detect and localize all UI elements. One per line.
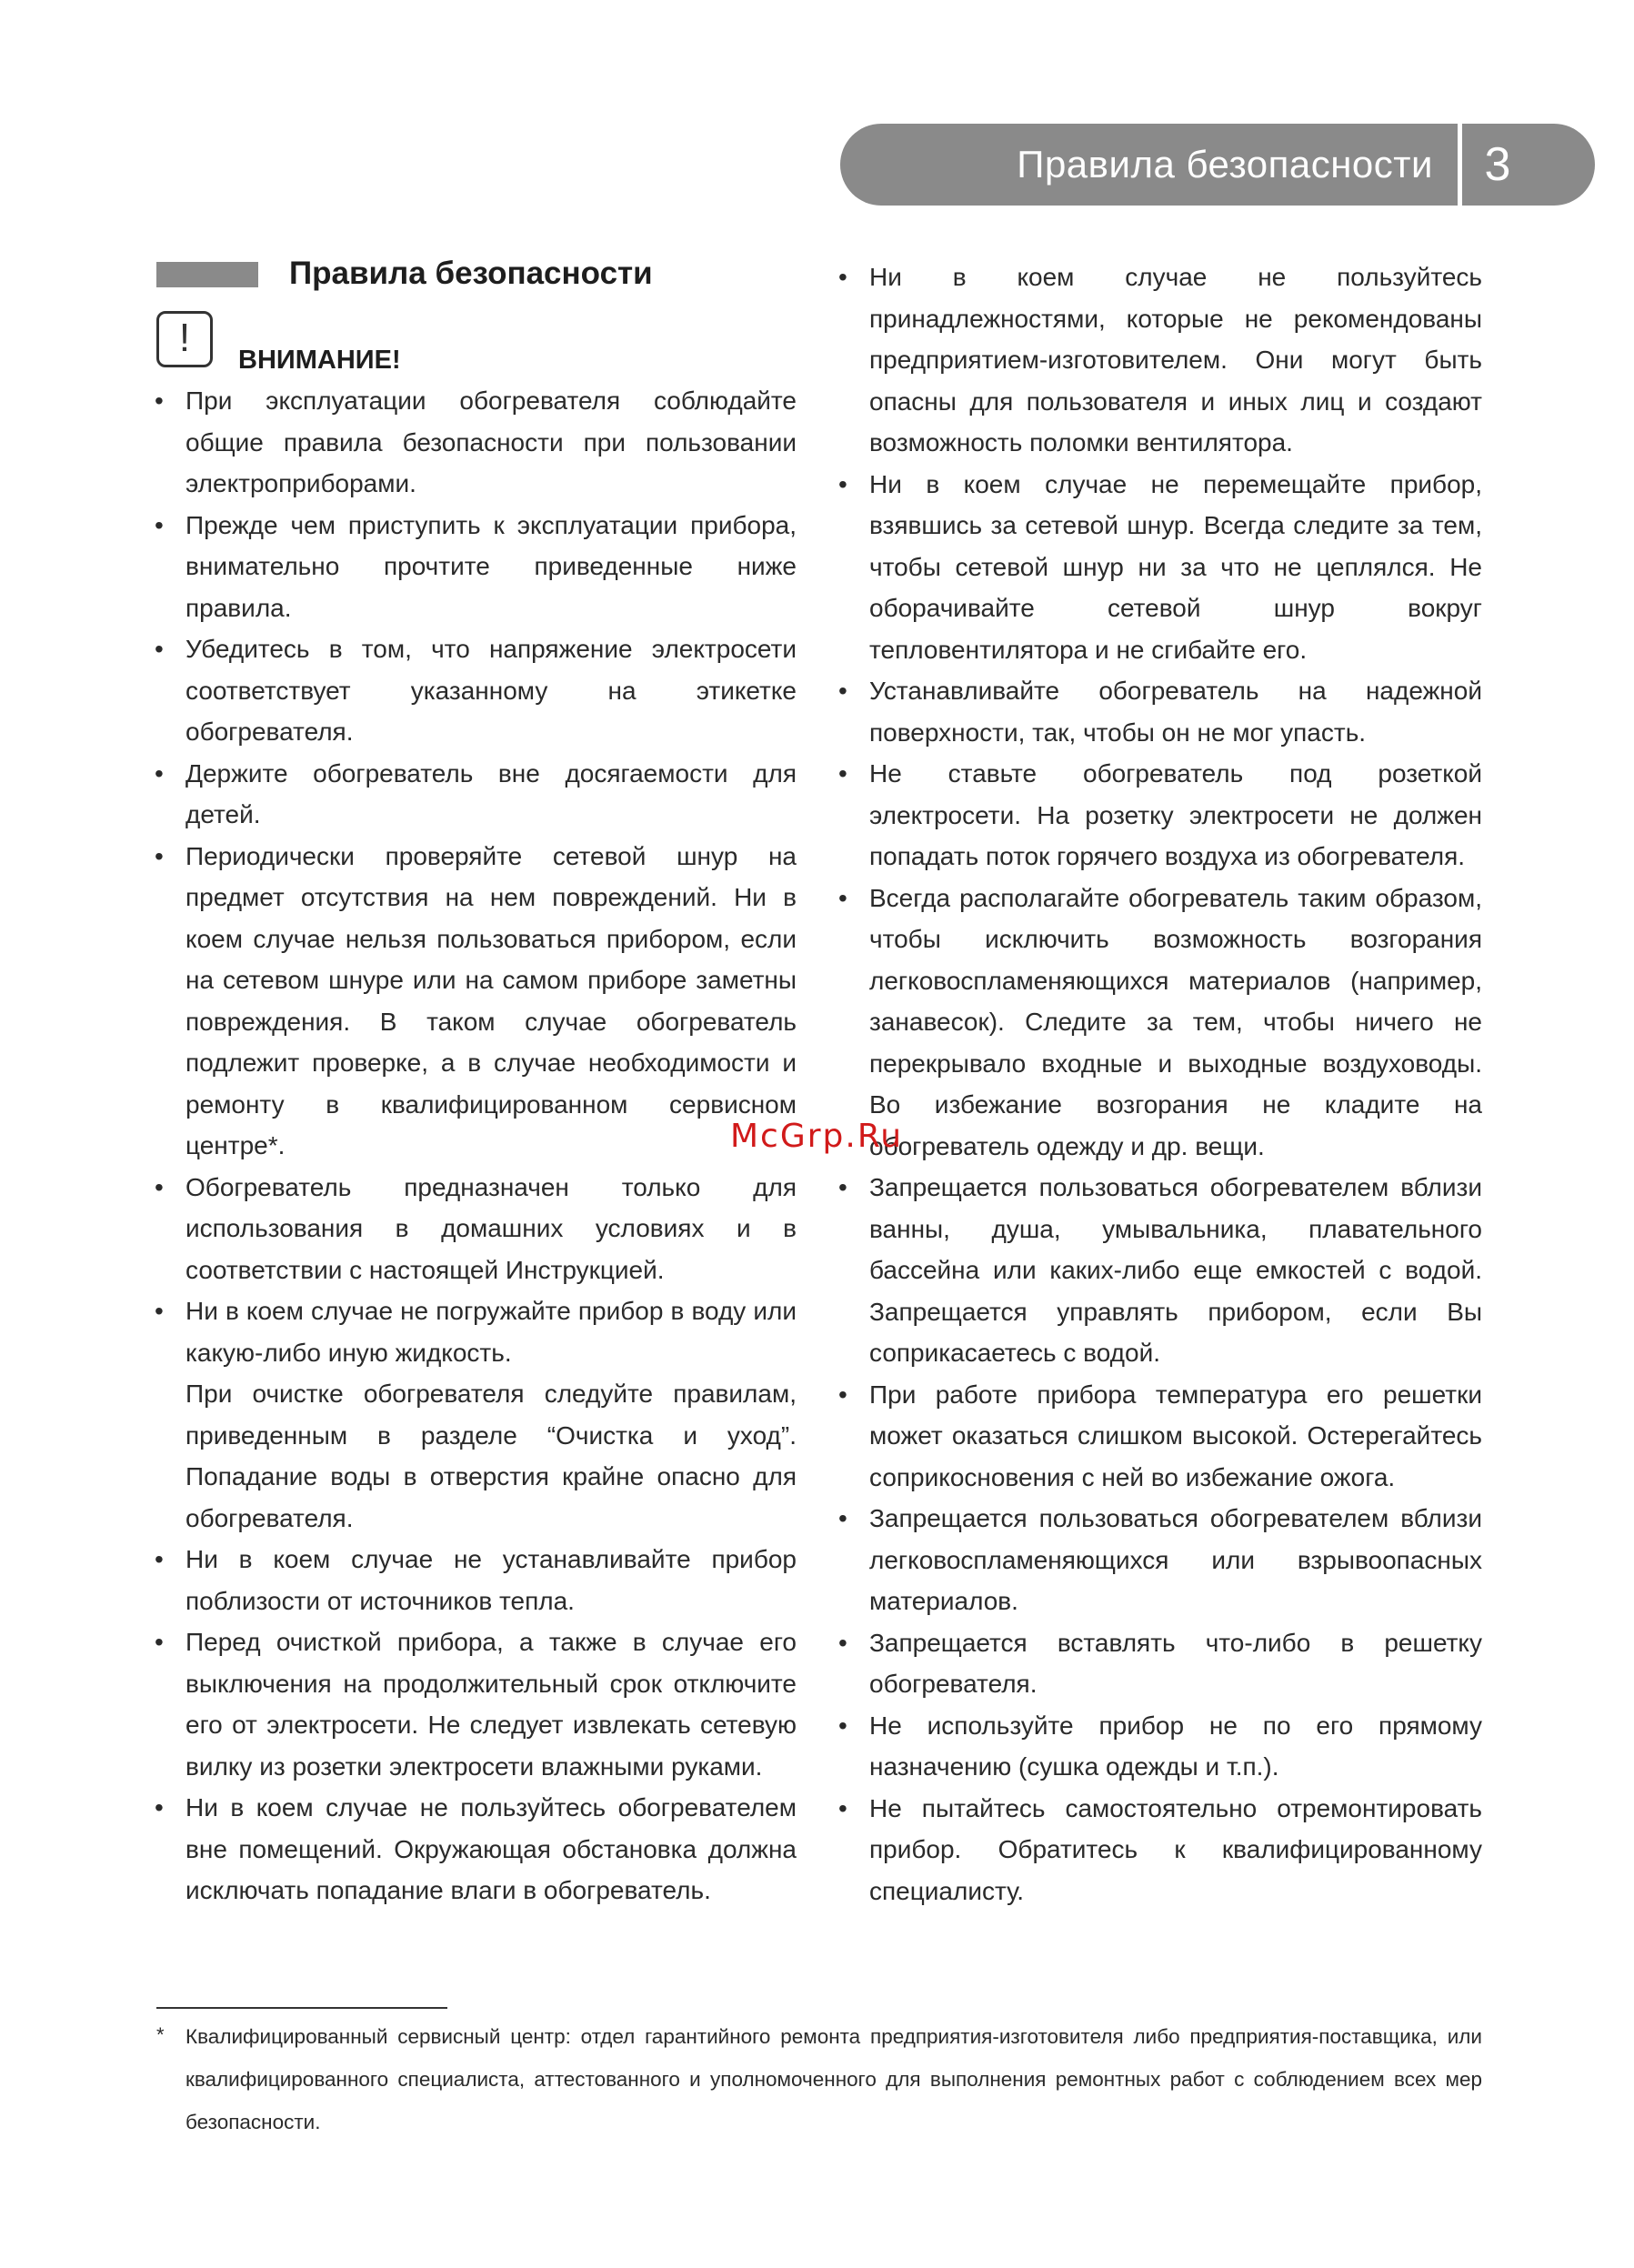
list-item-text: Перед очисткой прибора, а также в случае его выключения на продолжительный срок отключите его от электросети. Не следует извлекать сетевую вилку из розетки электросети влажными руками.	[185, 1628, 797, 1781]
list-item	[151, 1290, 797, 1539]
bullet-icon: •	[838, 1628, 847, 1657]
bullet-icon: •	[838, 1711, 847, 1740]
footnote-rule	[156, 2007, 447, 2009]
footnote-marker: *	[156, 2023, 165, 2046]
list-item	[151, 628, 797, 753]
header-title: Правила безопасности	[1017, 143, 1433, 186]
list-item	[835, 256, 1482, 464]
list-item-text: Всегда располагайте обогреватель таким образом, чтобы исключить возможность возгорания легковоспламеняющихся материалов (например, занавесок). Следите за тем, чтобы ничего не перекрывало входные и выходные воздуховоды. Во избежание возгорания не кладите на обогреватель одежду и др. вещи.	[869, 883, 1482, 1160]
list-item-text: Не ставьте обогреватель под розеткой электросети. На розетку электросети не должен попадать поток горячего воздуха из обогревателя.	[869, 759, 1482, 870]
bullet-icon: •	[155, 758, 164, 788]
list-item-text: Не пытайтесь самостоятельно отремонтировать прибор. Обратитесь к квалифицированному специалисту.	[869, 1793, 1482, 1905]
list-item	[835, 464, 1482, 671]
bullet-icon: •	[155, 1793, 164, 1821]
list-item-text: При работе прибора температура его решетки может оказаться слишком высокой. Остерегайтесь соприкосновения с ней во избежание ожога.	[869, 1380, 1482, 1491]
list-item	[151, 505, 797, 629]
list-item	[151, 380, 797, 505]
list-item-text: Ни в коем случае не пользуйтесь обогревателем вне помещений. Окружающая обстановка должна исключать попадание влаги в обогреватель.	[185, 1793, 797, 1904]
warning-icon: !	[156, 311, 213, 367]
list-item	[835, 1167, 1482, 1374]
bullet-icon: •	[838, 469, 847, 498]
list-item-text: Не используйте прибор не по его прямому назначению (сушка одежды и т.п.).	[869, 1711, 1482, 1781]
bullet-icon: •	[155, 386, 164, 415]
bullet-icon: •	[838, 759, 847, 788]
list-item	[835, 878, 1482, 1168]
list-item	[835, 670, 1482, 753]
list-item-text: Ни в коем случае не пользуйтесь принадлежностями, которые не рекомендованы предприятием-изготовителем. Они могут быть опасны для пользователя и иных лиц и создают возможность поломки вентилятора.	[869, 263, 1482, 457]
list-item	[835, 1788, 1482, 1912]
watermark-text: McGrp.Ru	[730, 1118, 904, 1155]
list-item	[835, 753, 1482, 878]
bullet-icon: •	[155, 1172, 164, 1201]
list-item-text: Ни в коем случае не погружайте прибор в воду или какую-либо иную жидкость.	[185, 1297, 797, 1367]
section-title: Правила безопасности	[289, 256, 653, 291]
list-item	[151, 1787, 797, 1912]
bullet-icon: •	[838, 1793, 847, 1822]
header-divider	[1458, 124, 1462, 206]
left-column	[151, 380, 797, 1912]
footnote-text: Квалифицированный сервисный центр: отдел гарантийного ремонта предприятия-изготовителя либо предприятия-поставщика, или квалифицированного специалиста, аттестованного и уполномоченного для выполнения ремонтных работ с соблюдением всех мер безопасности.	[185, 2025, 1482, 2133]
list-item-text: Ни в коем случае не перемещайте прибор, взявшись за сетевой шнур. Всегда следите за тем, чтобы сетевой шнур ни за что не цеплялся. Не оборачивайте сетевой шнур вокруг тепловентилятора и не сгибайте его.	[869, 469, 1482, 664]
list-item	[151, 1167, 797, 1291]
list-item-text: Прежде чем приступить к эксплуатации прибора, внимательно прочтите приведенные ниже правила.	[185, 510, 797, 622]
bullet-icon: •	[155, 510, 164, 539]
bullet-icon: •	[838, 677, 847, 705]
bullet-icon: •	[838, 883, 847, 912]
list-item-text: Убедитесь в том, что напряжение электросети соответствует указанному на этикетке обогревателя.	[185, 635, 797, 746]
bullet-icon: •	[838, 1504, 847, 1532]
list-item	[835, 1498, 1482, 1622]
list-item-text: При эксплуатации обогревателя соблюдайте общие правила безопасности при пользовании электроприборами.	[185, 386, 797, 497]
list-item-text: Периодически проверяйте сетевой шнур на предмет отсутствия на нем повреждений. Ни в коем случае нельзя пользоваться прибором, если на сетевом шнуре или на самом приборе заметны повреждения. В таком случае обогреватель подлежит проверке, а в случае необходимости и ремонту в квалифицированном сервисном центре*.	[185, 841, 797, 1159]
list-item	[151, 1539, 797, 1621]
list-item	[835, 1622, 1482, 1705]
right-column	[835, 256, 1482, 1912]
bullet-icon: •	[838, 263, 847, 291]
bullet-icon: •	[838, 1380, 847, 1409]
page-number: 3	[1484, 138, 1511, 191]
bullet-icon: •	[155, 1545, 164, 1573]
list-item-text: Ни в коем случае не устанавливайте прибор поблизости от источников тепла.	[185, 1545, 797, 1615]
bullet-icon: •	[155, 635, 164, 663]
bullet-icon: •	[838, 1173, 847, 1201]
list-item-continuation: При очистке обогревателя следуйте правилам, приведенным в разделе “Очистка и уход”. Попадание воды в отверстия крайне опасно для обогревателя.	[185, 1380, 797, 1532]
bullet-icon: •	[155, 841, 164, 870]
list-item-text: Запрещается вставлять что-либо в решетку обогревателя.	[869, 1628, 1482, 1698]
warning-label: ВНИМАНИЕ!	[238, 346, 401, 375]
list-item-text: Запрещается пользоваться обогревателем вблизи легковоспламеняющихся или взрывоопасных материалов.	[869, 1504, 1482, 1615]
list-item	[151, 1621, 797, 1787]
list-item-text: Обогреватель предназначен только для использования в домашних условиях и в соответствии с настоящей Инструкцией.	[185, 1172, 797, 1284]
list-item	[835, 1705, 1482, 1788]
list-item	[151, 753, 797, 836]
bullet-icon: •	[155, 1628, 164, 1656]
list-item-text: Устанавливайте обогреватель на надежной поверхности, так, чтобы он не мог упасть.	[869, 677, 1482, 747]
list-item-text: Запрещается пользоваться обогревателем вблизи ванны, душа, умывальника, плавательного бассейна или каких-либо еще емкостей с водой. Запрещается управлять прибором, если Вы соприкасаетесь с водой.	[869, 1173, 1482, 1367]
list-item-text: Держите обогреватель вне досягаемости для детей.	[185, 758, 797, 828]
list-item	[835, 1374, 1482, 1499]
section-marker-bar	[156, 262, 258, 287]
bullet-icon: •	[155, 1297, 164, 1325]
list-item	[151, 836, 797, 1167]
